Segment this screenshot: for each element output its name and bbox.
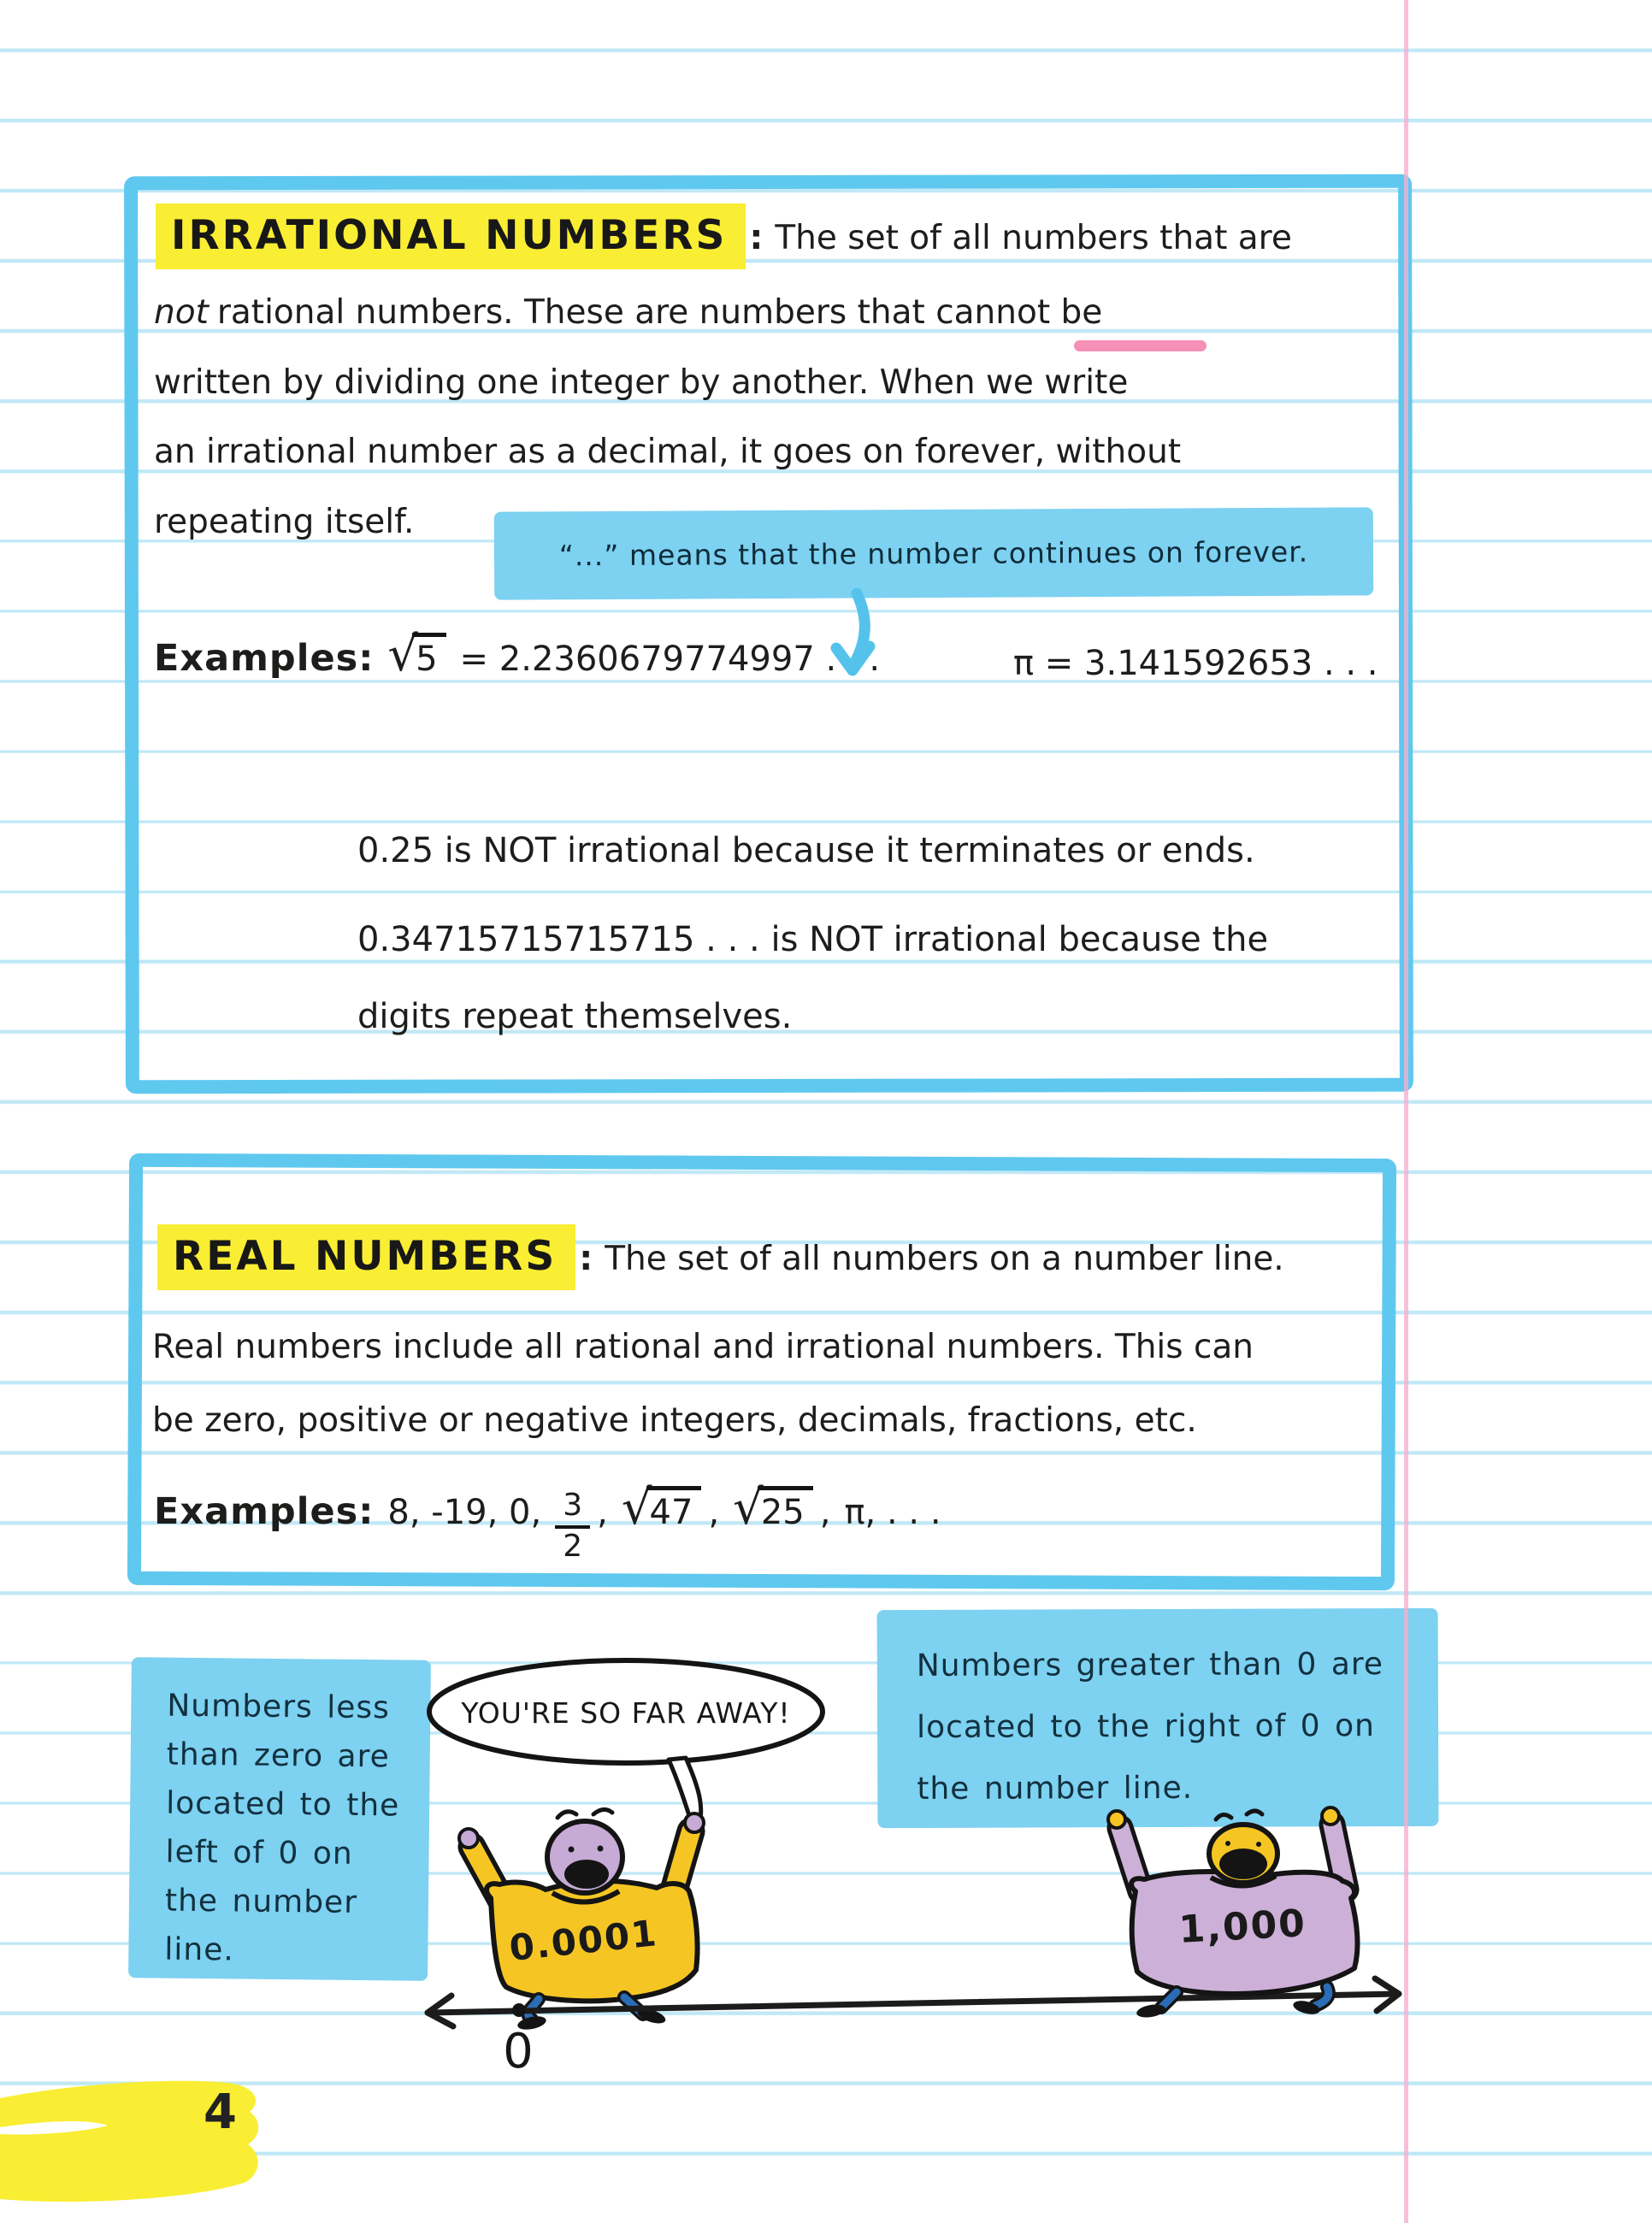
down-arrow-icon: [812, 588, 906, 684]
eye: [569, 1847, 575, 1853]
negative-numbers-note: Numbers less than zero are located to the left of 0 on the number line.: [128, 1657, 431, 1981]
eye: [1225, 1841, 1230, 1846]
irrational-title-line: [156, 203, 1292, 269]
page-number: 4: [204, 2084, 237, 2140]
sqrt-25-expression: √ 25: [733, 1486, 813, 1532]
eyebrow: [1247, 1811, 1262, 1814]
irrational-definition-line3: written by dividing one integer by another. When we write: [154, 363, 1129, 402]
irrational-definition-line4: an irrational number as a decimal, it goes on forever, without: [154, 433, 1182, 471]
zero-label: 0: [503, 2024, 534, 2079]
examples-integers: 8, -19, 0,: [387, 1493, 542, 1532]
sqrt-5-value: = 2.2360679774997 . . .: [459, 640, 881, 679]
sqrt-47-expression: √ 47: [622, 1486, 702, 1532]
irrational-definition-line5: repeating itself.: [154, 503, 415, 541]
ellipsis-meaning-note: “...” means that the number continues on forever.: [494, 507, 1374, 599]
eyebrow: [1216, 1814, 1231, 1819]
leg: [1161, 1992, 1177, 2008]
real-definition-line1: The set of all numbers on a number line.: [605, 1240, 1284, 1278]
real-examples-row: Examples: 8, -19, 0, $\frac{3}{2}$ , √ 47 , √ 25 , π, . . .: [154, 1480, 941, 1564]
open-mouth: [564, 1860, 609, 1889]
real-title-line: [157, 1224, 1284, 1290]
speech-bubble-text: YOU'RE SO FAR AWAY!: [461, 1696, 791, 1730]
notebook-margin-line: [1404, 0, 1408, 2223]
left-hand: [459, 1829, 478, 1848]
number-line-cartoon-scene: [402, 1642, 1454, 2103]
zero-point-dot: [512, 2003, 526, 2017]
irrational-definition-line2: not rational numbers. These are numbers that cannot be: [154, 293, 1103, 332]
counterexample-025: 0.25 is NOT irrational because it terminates or ends.: [357, 831, 1255, 870]
word-not-italic: not: [154, 293, 209, 332]
right-hand: [1322, 1807, 1339, 1825]
examples-label: Examples:: [154, 637, 375, 680]
irrational-definition-line1: The set of all numbers that are: [775, 219, 1292, 257]
character-small-number: [459, 1809, 704, 2031]
counterexample-repeating-line1: 0.34715715715715 . . . is NOT irrational because the: [357, 920, 1269, 959]
eyebrow: [558, 1812, 576, 1818]
separator: ,: [597, 1493, 608, 1532]
real-definition-line2: Real numbers include all rational and irrational numbers. This can: [152, 1328, 1254, 1366]
eye: [1256, 1842, 1261, 1847]
cannot-pink-underline: [1074, 340, 1207, 351]
eyebrow: [593, 1809, 612, 1814]
fraction-3-over-2: $\frac{3}{2}$: [555, 1489, 590, 1564]
counterexample-repeating-line2: digits repeat themselves.: [357, 997, 793, 1036]
sqrt-5-expression: √ 5: [387, 633, 445, 679]
irrational-title-highlight: IRRATIONAL NUMBERS: [156, 203, 746, 269]
real-title-highlight: REAL NUMBERS: [157, 1224, 575, 1290]
character-large-number: [1108, 1807, 1357, 2020]
left-hand: [1108, 1811, 1125, 1828]
pi-example: π = 3.141592653 . . .: [1013, 644, 1378, 683]
title-colon: :: [749, 218, 764, 257]
positive-numbers-note: Numbers greater than 0 are located to the right of 0 on the number line.: [877, 1608, 1439, 1828]
radical-sign: √: [387, 627, 419, 682]
speech-bubble: [429, 1660, 823, 1837]
title-colon-2: :: [579, 1239, 593, 1278]
real-definition-line3: be zero, positive or negative integers, decimals, fractions, etc.: [152, 1401, 1197, 1440]
irrational-examples-row: [154, 627, 881, 682]
right-shirt-number: 1,000: [1177, 1902, 1308, 1952]
examples-label-2: Examples:: [154, 1490, 375, 1533]
left-shirt-number: 0.0001: [507, 1912, 660, 1970]
open-mouth: [1219, 1849, 1267, 1879]
page-number-highlight: [0, 2076, 294, 2213]
examples-pi-ellipsis: π, . . .: [844, 1493, 941, 1532]
eye: [598, 1846, 604, 1852]
right-hand: [685, 1813, 704, 1832]
